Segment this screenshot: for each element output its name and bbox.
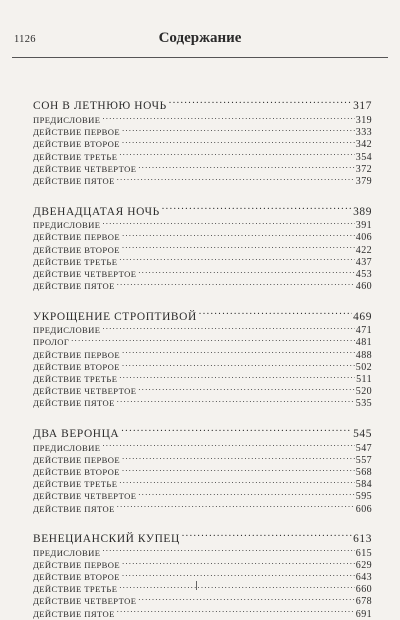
act-entry-page: 354 xyxy=(355,151,372,163)
dot-leader xyxy=(100,442,354,451)
act-entry-title: ДЕЙСТВИЕ ЧЕТВЕРТОЕ xyxy=(33,163,137,174)
act-entry xyxy=(33,280,372,292)
header-rule xyxy=(12,57,388,58)
dot-leader xyxy=(120,466,355,475)
act-entry-page: 615 xyxy=(355,547,372,559)
act-entry-title: ДЕЙСТВИЕ ТРЕТЬЕ xyxy=(33,256,118,267)
act-entry-title: ДЕЙСТВИЕ ВТОРОЕ xyxy=(33,244,120,255)
act-entry-page: 629 xyxy=(355,559,372,571)
act-entry xyxy=(33,397,372,409)
section-gap xyxy=(33,410,372,426)
act-entry-page: 453 xyxy=(355,268,372,280)
act-entry-page: 520 xyxy=(355,386,372,398)
act-entry-title: ДЕЙСТВИЕ ЧЕТВЕРТОЕ xyxy=(33,491,137,502)
act-entry-title: ДЕЙСТВИЕ ПЕРВОЕ xyxy=(33,454,121,465)
play-entry xyxy=(33,308,372,324)
act-entry xyxy=(33,466,372,478)
dot-leader xyxy=(136,268,354,277)
dot-leader xyxy=(115,608,355,617)
dot-leader xyxy=(120,559,355,568)
toc-section xyxy=(33,531,372,620)
dot-leader xyxy=(120,349,355,358)
dot-leader xyxy=(115,175,355,184)
act-entry-page: 595 xyxy=(355,491,372,503)
act-entry-title: ДЕЙСТВИЕ ЧЕТВЕРТОЕ xyxy=(33,386,137,397)
play-entry-title: ВЕНЕЦИАНСКИЙ КУПЕЦ xyxy=(33,533,180,546)
act-entry-page: 568 xyxy=(355,466,372,478)
act-entry-title: ПРОЛОГ xyxy=(33,337,70,348)
toc-section xyxy=(33,426,372,515)
act-entry-title: ПРЕДИСЛОВИЕ xyxy=(33,220,101,231)
dot-leader xyxy=(120,361,355,370)
dot-leader xyxy=(117,479,354,488)
act-entry-page: 460 xyxy=(355,281,372,293)
dot-leader xyxy=(115,503,355,512)
act-entry xyxy=(33,138,372,150)
act-entry-title: ДЕЙСТВИЕ ЧЕТВЕРТОЕ xyxy=(33,268,137,279)
act-entry-title: ДЕЙСТВИЕ ПЕРВОЕ xyxy=(33,349,121,360)
act-entry-page: 372 xyxy=(355,163,372,175)
act-entry-title: ДЕЙСТВИЕ ТРЕТЬЕ xyxy=(33,584,118,595)
act-entry-page: 643 xyxy=(355,572,372,584)
dot-leader xyxy=(136,386,354,395)
act-entry xyxy=(33,244,372,256)
dot-leader xyxy=(100,114,354,123)
dot-leader xyxy=(120,244,355,253)
play-entry xyxy=(33,98,372,114)
act-entry-title: ДЕЙСТВИЕ ПЯТОЕ xyxy=(33,608,115,619)
play-entry xyxy=(33,531,372,547)
act-entry-title: ДЕЙСТВИЕ ПЕРВОЕ xyxy=(33,232,121,243)
act-entry-title: ДЕЙСТВИЕ ВТОРОЕ xyxy=(33,466,120,477)
play-entry-page: 613 xyxy=(353,533,372,546)
act-entry xyxy=(33,349,372,361)
act-entry xyxy=(33,256,372,268)
dot-leader xyxy=(120,454,355,463)
play-entry xyxy=(33,426,372,442)
play-entry-page: 545 xyxy=(353,427,372,440)
play-entry-title: ДВЕНАДЦАТАЯ НОЧЬ xyxy=(33,205,160,218)
act-entry-page: 584 xyxy=(355,479,372,491)
dot-leader xyxy=(117,256,354,265)
act-entry-page: 437 xyxy=(355,256,372,268)
dot-leader xyxy=(69,337,355,346)
act-entry-page: 422 xyxy=(355,244,372,256)
act-entry xyxy=(33,231,372,243)
dot-leader xyxy=(120,127,355,136)
act-entry-page: 342 xyxy=(355,139,372,151)
act-entry-page: 471 xyxy=(355,325,372,337)
act-entry-title: ДЕЙСТВИЕ ПЕРВОЕ xyxy=(33,559,121,570)
dot-leader xyxy=(119,426,352,437)
act-entry-page: 488 xyxy=(355,349,372,361)
act-entry xyxy=(33,219,372,231)
act-entry xyxy=(33,175,372,187)
toc-section xyxy=(33,203,372,292)
act-entry xyxy=(33,151,372,163)
dot-leader xyxy=(100,220,354,229)
act-entry-page: 333 xyxy=(355,127,372,139)
play-entry xyxy=(33,203,372,219)
act-entry-title: ДЕЙСТВИЕ ВТОРОЕ xyxy=(33,572,120,583)
act-entry xyxy=(33,454,372,466)
act-entry xyxy=(33,163,372,175)
act-entry-title: ДЕЙСТВИЕ ТРЕТЬЕ xyxy=(33,374,118,384)
act-entry-title: ДЕЙСТВИЕ ВТОРОЕ xyxy=(33,361,120,372)
act-entry-page: 379 xyxy=(355,175,372,187)
play-entry-page: 317 xyxy=(353,100,372,113)
footer-mark xyxy=(196,581,199,590)
dot-leader xyxy=(180,531,352,542)
dot-leader xyxy=(136,491,354,500)
dot-leader xyxy=(120,232,355,241)
act-entry xyxy=(33,608,372,620)
act-entry xyxy=(33,126,372,138)
act-entry xyxy=(33,268,372,280)
play-entry-title: СОН В ЛЕТНЮЮ НОЧЬ xyxy=(33,100,167,113)
act-entry-page: 481 xyxy=(355,337,372,349)
act-entry-title: ДЕЙСТВИЕ ПЯТОЕ xyxy=(33,503,115,514)
act-entry-title: ДЕЙСТВИЕ ТРЕТЬЕ xyxy=(33,151,118,162)
act-entry xyxy=(33,571,372,583)
act-entry-page: 391 xyxy=(355,220,372,232)
act-entry xyxy=(33,583,372,595)
section-gap xyxy=(33,292,372,308)
dot-leader xyxy=(120,571,355,580)
play-entry-title: ДВА ВЕРОНЦА xyxy=(33,427,120,440)
act-entry-title: ПРЕДИСЛОВИЕ xyxy=(33,325,101,336)
toc-section xyxy=(33,308,372,409)
dot-leader xyxy=(100,325,354,334)
dot-leader xyxy=(197,308,352,319)
act-entry xyxy=(33,490,372,502)
act-entry xyxy=(33,478,372,490)
section-gap xyxy=(33,187,372,203)
dot-leader xyxy=(100,547,354,556)
section-gap xyxy=(33,515,372,531)
dot-leader xyxy=(136,596,354,605)
act-entry-page: 406 xyxy=(355,232,372,244)
act-entry xyxy=(33,324,372,336)
act-entry xyxy=(33,361,372,373)
act-entry-page: 535 xyxy=(355,398,372,410)
dot-leader xyxy=(167,98,352,109)
act-entry xyxy=(33,336,372,348)
dot-leader xyxy=(115,398,355,407)
act-entry-page: 678 xyxy=(355,596,372,608)
act-entry-title: ДЕЙСТВИЕ ПЯТОЕ xyxy=(33,175,115,186)
page-header xyxy=(12,30,388,52)
act-entry xyxy=(33,595,372,607)
act-entry-page: 557 xyxy=(355,454,372,466)
dot-leader xyxy=(115,280,355,289)
act-entry-title: ДЕЙСТВИЕ ВТОРОЕ xyxy=(33,139,120,150)
act-entry xyxy=(33,442,372,454)
act-entry-title: ПРЕДИСЛОВИЕ xyxy=(33,442,101,453)
play-entry-page: 469 xyxy=(353,310,372,323)
act-entry-page: 502 xyxy=(355,361,372,373)
dot-leader xyxy=(117,373,355,382)
dot-leader xyxy=(136,163,354,172)
act-entry xyxy=(33,547,372,559)
act-entry-title: ПРЕДИСЛОВИЕ xyxy=(33,115,101,125)
act-entry-page: 606 xyxy=(355,503,372,515)
act-entry-page: 660 xyxy=(355,584,372,596)
dot-leader xyxy=(160,203,352,214)
page-number: 1126 xyxy=(14,34,36,45)
play-entry-title: УКРОЩЕНИЕ СТРОПТИВОЙ xyxy=(33,310,197,323)
act-entry-page: 691 xyxy=(355,608,372,620)
act-entry-title: ДЕЙСТВИЕ ЧЕТВЕРТОЕ xyxy=(33,596,137,607)
act-entry-page: 547 xyxy=(355,442,372,454)
dot-leader xyxy=(117,584,354,593)
act-entry xyxy=(33,114,372,126)
act-entry-title: ПРЕДИСЛОВИЕ xyxy=(33,547,101,558)
act-entry xyxy=(33,503,372,515)
table-of-contents xyxy=(33,98,372,620)
toc-section xyxy=(33,98,372,187)
act-entry-title: ДЕЙСТВИЕ ТРЕТЬЕ xyxy=(33,479,118,490)
act-entry xyxy=(33,559,372,571)
dot-leader xyxy=(120,139,355,148)
act-entry-page: 511 xyxy=(356,374,372,385)
act-entry xyxy=(33,373,372,385)
page-title: Содержание xyxy=(158,30,242,46)
play-entry-page: 389 xyxy=(353,205,372,218)
act-entry-title: ДЕЙСТВИЕ ПЯТОЕ xyxy=(33,281,115,292)
act-entry-title: ДЕЙСТВИЕ ПЯТОЕ xyxy=(33,398,115,409)
dot-leader xyxy=(117,151,354,160)
act-entry xyxy=(33,385,372,397)
act-entry-page: 319 xyxy=(355,115,372,126)
act-entry-title: ДЕЙСТВИЕ ПЕРВОЕ xyxy=(33,127,121,138)
